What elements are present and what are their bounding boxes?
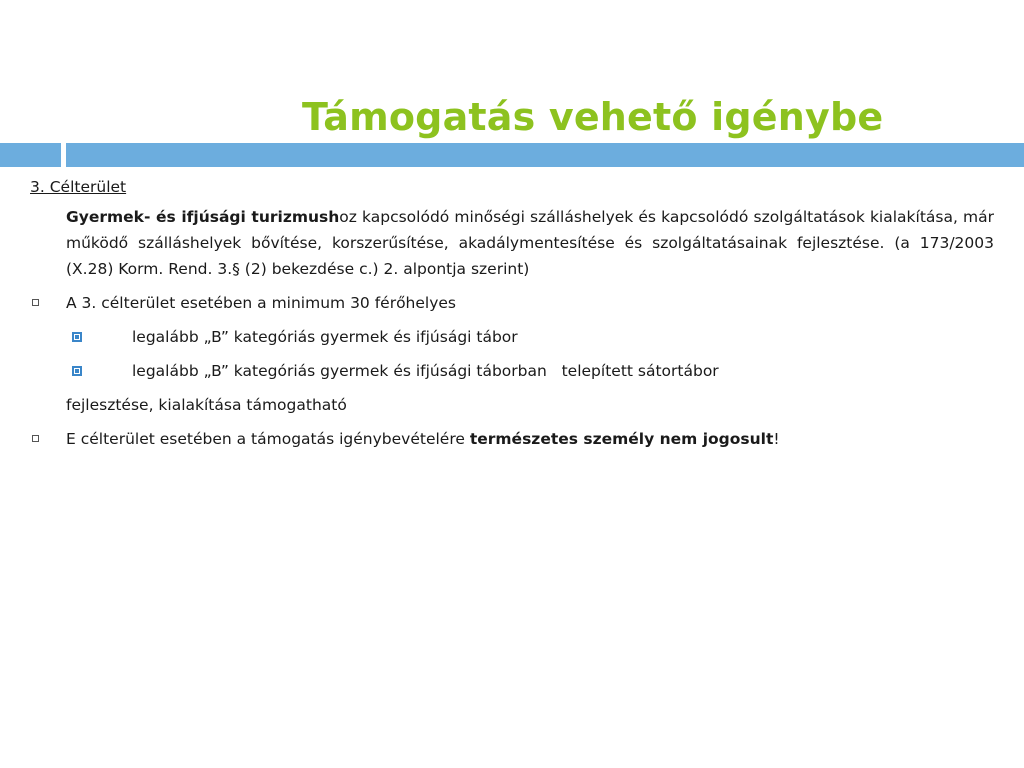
list-item-bold: természetes személy nem jogosult (469, 430, 774, 448)
intro-bold: Gyermek- és ifjúsági turizmush (66, 208, 340, 226)
square-outline-bullet-icon (32, 435, 39, 442)
intro-text: oz kapcsolódó minőségi szálláshelyek és kapcsolódó szolgáltatások kialakítása, már működő szálláshelyek bővítése, korszerűsítése, akadálymentesítése és szolgáltatásainak fejlesztése. (a 173/2003 (X.28) Korm. Rend. 3.§ (2) bekezdése c.) 2. alpontja szerint) (66, 208, 994, 278)
intro-paragraph (66, 204, 994, 282)
continuation-text: fejlesztése, kialakítása támogatható (66, 396, 347, 414)
blue-square-bullet-icon (72, 332, 82, 342)
list-item-jogosult (30, 426, 994, 452)
slide-content (30, 172, 994, 452)
title-bar-right (66, 143, 1024, 167)
square-outline-bullet-icon (32, 299, 39, 306)
sub-item-text: legalább „B” kategóriás gyermek és ifjúsági táborban telepített sátortábor (132, 362, 719, 380)
blue-square-bullet-icon (72, 366, 82, 376)
title-bar-left (0, 143, 61, 167)
sub-item-text: legalább „B” kategóriás gyermek és ifjúsági tábor (132, 328, 518, 346)
list-item-text: A 3. célterület esetében a minimum 30 férőhelyes (66, 294, 457, 312)
list-item-end: ! (773, 430, 780, 448)
list-item-minimum (30, 290, 994, 316)
slide-title: Támogatás vehető igénybe (302, 95, 884, 139)
sub-item-tabor (30, 324, 994, 350)
list-item-text: E célterület esetében a támogatás igénybevételére (66, 430, 470, 448)
section-heading: 3. Célterület (30, 178, 127, 196)
sub-item-satortabor (30, 358, 994, 384)
